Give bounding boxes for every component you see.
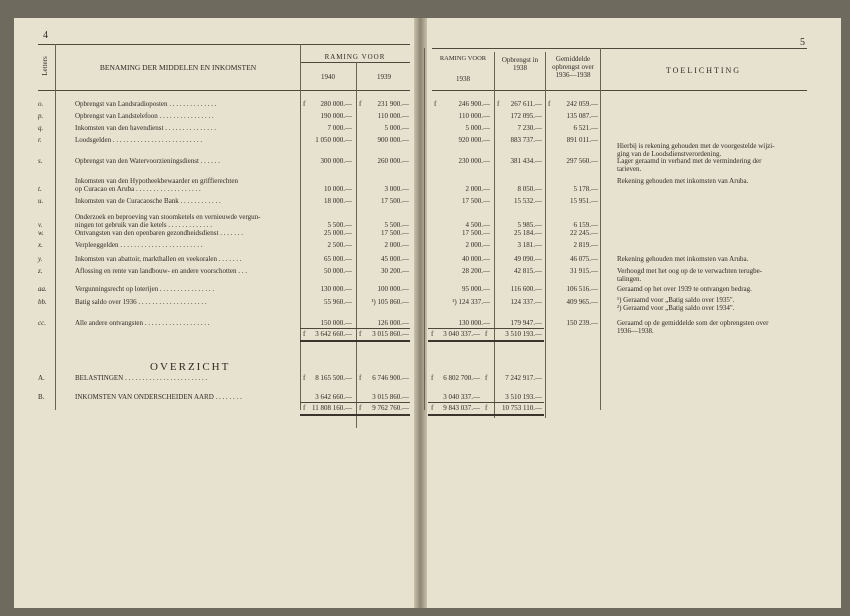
total-opbrengst: 3 510 193.— <box>505 330 542 338</box>
value-1939: 17 500.— <box>381 197 409 205</box>
row-description: Opbrengst van den Watervoorzieningsdienst . . . . . . <box>75 157 220 165</box>
value-opbrengst: 124 337.— <box>510 298 542 306</box>
toelichting-note: Hierbij is rekening gehouden met de voorgestelde wijzi- ging van de Loodsdienstverordening. <box>617 142 775 158</box>
row-description: Loodsgelden . . . . . . . . . . . . . . . . . . . . . . . . . . <box>75 136 203 144</box>
value-1940: 65 000.— <box>324 255 352 263</box>
value-1938: 28 200.— <box>462 267 490 275</box>
overzicht-total-1939: 9 762 760.— <box>372 404 409 412</box>
row-description: Vergunningsrecht op loterijen . . . . . . . . . . . . . . . . <box>75 285 215 293</box>
currency-sign: f <box>485 330 488 338</box>
value-1940: 150 000.— <box>320 319 352 327</box>
value-gemiddelde: 15 951.— <box>570 197 598 205</box>
row-letter: aa. <box>38 285 47 293</box>
currency-sign: f <box>497 100 500 108</box>
row-description: Aflossing en rente van landbouw- en andere voorschotten . . . <box>75 267 248 275</box>
value-1939: 126 000.— <box>377 319 409 327</box>
currency-sign: f <box>434 100 437 108</box>
row-description: Verpleeggelden . . . . . . . . . . . . . . . . . . . . . . . . <box>75 241 203 249</box>
value-opbrengst: 8 050.— <box>517 185 542 193</box>
value-1939: 45 000.— <box>381 255 409 263</box>
value-opbrengst: 5 985.— <box>517 221 542 229</box>
overzicht-1940: 3 642 660.— <box>315 393 352 401</box>
raming-sub-rule <box>300 62 410 63</box>
value-gemiddelde: 22 245.— <box>570 229 598 237</box>
value-1939: 5 000.— <box>384 124 409 132</box>
row-letter: cc. <box>38 319 46 327</box>
value-1938: 230 000.— <box>458 157 490 165</box>
row-letter: x. <box>38 241 43 249</box>
overzicht-1940: 8 165 500.— <box>315 374 352 382</box>
overzicht-letter: A. <box>38 374 45 382</box>
header-letters: Letters <box>41 56 49 76</box>
row-description: Batig saldo over 1936 . . . . . . . . . . . . . . . . . . . . <box>75 298 207 306</box>
currency-sign: f <box>303 404 306 412</box>
overzicht-1938: 6 802 700.— <box>443 374 480 382</box>
value-1940: 5 500.— <box>327 221 352 229</box>
currency-sign: f <box>303 100 306 108</box>
value-opbrengst: 883 737.— <box>510 136 542 144</box>
double-rule <box>300 340 410 342</box>
row-letter: v. <box>38 221 43 229</box>
value-1940: 2 500.— <box>327 241 352 249</box>
value-1940: 18 000.— <box>324 197 352 205</box>
header-bottom-rule-right <box>432 90 807 91</box>
value-opbrengst: 179 947.— <box>510 319 542 327</box>
currency-sign: f <box>431 330 434 338</box>
header-1938: 1938 <box>456 75 470 83</box>
value-opbrengst: 42 815.— <box>514 267 542 275</box>
overzicht-1939: 6 746 900.— <box>372 374 409 382</box>
total-1938: 3 040 337.— <box>443 330 480 338</box>
currency-sign: f <box>359 374 362 382</box>
row-description: Inkomsten van abattoir, markthallen en veekoralen . . . . . . . <box>75 255 242 263</box>
value-1939: 260 000.— <box>377 157 409 165</box>
value-gemiddelde: 891 011.— <box>566 136 598 144</box>
header-bottom-rule <box>38 90 410 91</box>
row-description: Inkomsten van den Hypotheekbewaarder en griffierechten op Curacao en Aruba . . . . . . . . . . . . . . . . . . . <box>75 177 238 193</box>
row-letter: w. <box>38 229 44 237</box>
header-1940: 1940 <box>321 73 335 81</box>
overzicht-total-1938: 9 843 037.— <box>443 404 480 412</box>
value-opbrengst: 25 184.— <box>514 229 542 237</box>
value-1940: 50 000.— <box>324 267 352 275</box>
value-gemiddelde: 106 516.— <box>566 285 598 293</box>
toelichting-note: Lager geraamd in verband met de vermindering der tarieven. <box>617 157 762 173</box>
overzicht-total-opbrengst: 10 753 110.— <box>502 404 542 412</box>
currency-sign: f <box>485 374 488 382</box>
value-opbrengst: 381 434.— <box>510 157 542 165</box>
overzicht-sum-rule-right <box>428 402 544 403</box>
value-gemiddelde: 6 521.— <box>573 124 598 132</box>
row-description: Inkomsten van de Curacaosche Bank . . . . . . . . . . . . <box>75 197 221 205</box>
value-1940: 300 000.— <box>320 157 352 165</box>
value-gemiddelde: 409 965.— <box>566 298 598 306</box>
currency-sign: f <box>303 330 306 338</box>
row-letter: u. <box>38 197 44 205</box>
value-gemiddelde: 6 159.— <box>573 221 598 229</box>
row-letter: y. <box>38 255 43 263</box>
header-raming-voor-right: RAMING VOOR <box>439 55 487 62</box>
header-1939: 1939 <box>377 73 391 81</box>
value-gemiddelde: 5 178.— <box>573 185 598 193</box>
value-1939: 30 200.— <box>381 267 409 275</box>
header-toelichting: TOELICHTING <box>665 66 742 75</box>
value-1939: 100 000.— <box>377 285 409 293</box>
value-gemiddelde: 150 239.— <box>566 319 598 327</box>
value-1938: ²) 124 337.— <box>452 298 490 306</box>
currency-sign: f <box>359 330 362 338</box>
value-1938: 130 000.— <box>458 319 490 327</box>
overzicht-double-rule-right <box>428 414 544 416</box>
value-1938: 246 900.— <box>458 100 490 108</box>
currency-sign: f <box>431 404 434 412</box>
overzicht-total-1940: 11 808 160.— <box>312 404 352 412</box>
column-rule-0 <box>55 44 56 410</box>
header-gemiddelde: Gemiddelde opbrengst over 1936—1938 <box>552 55 594 79</box>
overzicht-letter: B. <box>38 393 45 401</box>
value-opbrengst: 116 600.— <box>510 285 542 293</box>
currency-sign: f <box>303 374 306 382</box>
value-gemiddelde: 31 915.— <box>570 267 598 275</box>
value-opbrengst: 172 095.— <box>510 112 542 120</box>
value-1939: 3 000.— <box>384 185 409 193</box>
value-1938: 2 000.— <box>465 185 490 193</box>
currency-sign: f <box>359 100 362 108</box>
value-gemiddelde: 297 560.— <box>566 157 598 165</box>
overzicht-1938: 3 040 337.— <box>443 393 480 401</box>
toelichting-note: ¹) Geraamd voor „Batig saldo over 1935". ²) Geraamd voor „Batig saldo over 1934". <box>617 296 735 312</box>
total-1940: 3 642 660.— <box>315 330 352 338</box>
row-letter: o. <box>38 100 44 108</box>
overzicht-opbrengst: 3 510 193.— <box>505 393 542 401</box>
sum-rule <box>300 328 410 329</box>
value-1938: 4 500.— <box>465 221 490 229</box>
toelichting-note: Geraamd op het over 1939 te ontvangen bedrag. <box>617 285 752 293</box>
right-page-number: 5 <box>800 37 805 48</box>
row-letter: t. <box>38 185 42 193</box>
overzicht-description: INKOMSTEN VAN ONDERSCHEIDEN AARD . . . . . . . . <box>75 393 242 401</box>
toelichting-note: Rekening gehouden met inkomsten van Aruba. <box>617 255 749 263</box>
toelichting-note: Verhoogd met het oog op de te verwachten terugbe- talingen. <box>617 267 763 283</box>
value-1939: 17 500.— <box>381 229 409 237</box>
value-opbrengst: 49 090.— <box>514 255 542 263</box>
value-1938: 920 000.— <box>458 136 490 144</box>
toelichting-note: Rekening gehouden met inkomsten van Aruba. <box>617 177 749 185</box>
overzicht-title: OVERZICHT <box>150 361 231 373</box>
total-1939: 3 015 860.— <box>372 330 409 338</box>
row-description: Opbrengst van Landstelefoon . . . . . . . . . . . . . . . . <box>75 112 214 120</box>
value-1940: 130 000.— <box>320 285 352 293</box>
row-letter: r. <box>38 136 42 144</box>
value-1940: 25 000.— <box>324 229 352 237</box>
overzicht-description: BELASTINGEN . . . . . . . . . . . . . . . . . . . . . . . . <box>75 374 208 382</box>
header-top-rule-right <box>432 48 807 49</box>
value-gemiddelde: 135 087.— <box>566 112 598 120</box>
row-letter: z. <box>38 267 43 275</box>
value-1939: ¹) 105 860.— <box>371 298 409 306</box>
row-description: Ontvangsten van den openbaren gezondheidsdienst . . . . . . . <box>75 229 243 237</box>
value-1939: 900 000.— <box>377 136 409 144</box>
left-page-number: 4 <box>43 30 48 41</box>
value-opbrengst: 267 611.— <box>510 100 542 108</box>
value-1938: 95 000.— <box>462 285 490 293</box>
value-gemiddelde: 46 075.— <box>570 255 598 263</box>
value-1940: 1 050 000.— <box>315 136 352 144</box>
value-1939: 231 900.— <box>377 100 409 108</box>
value-1940: 10 000.— <box>324 185 352 193</box>
value-1938: 17 500.— <box>462 197 490 205</box>
value-1938: 110 000.— <box>458 112 490 120</box>
value-opbrengst: 3 181.— <box>517 241 542 249</box>
currency-sign: f <box>359 404 362 412</box>
row-letter: p. <box>38 112 44 120</box>
overzicht-sum-rule <box>300 402 410 403</box>
overzicht-double-rule <box>300 414 410 416</box>
value-1939: 110 000.— <box>377 112 409 120</box>
currency-sign: f <box>431 374 434 382</box>
value-1938: 2 000.— <box>465 241 490 249</box>
value-1939: 2 000.— <box>384 241 409 249</box>
value-1939: 5 500.— <box>384 221 409 229</box>
header-top-rule <box>38 44 410 45</box>
currency-sign: f <box>485 404 488 412</box>
currency-sign: f <box>548 100 551 108</box>
value-gemiddelde: 242 059.— <box>566 100 598 108</box>
sum-rule-right <box>428 328 544 329</box>
row-description: Inkomsten van den havendienst . . . . . . . . . . . . . . . <box>75 124 216 132</box>
value-1938: 40 000.— <box>462 255 490 263</box>
row-description: Opbrengst van Landsradioposten . . . . . . . . . . . . . . <box>75 100 217 108</box>
row-letter: s. <box>38 157 43 165</box>
row-letter: q. <box>38 124 44 132</box>
value-1940: 190 000.— <box>320 112 352 120</box>
value-1940: 280 000.— <box>320 100 352 108</box>
value-opbrengst: 15 532.— <box>514 197 542 205</box>
value-1938: 17 500.— <box>462 229 490 237</box>
value-1940: 7 000.— <box>327 124 352 132</box>
value-1938: 5 000.— <box>465 124 490 132</box>
row-letter: bb. <box>38 298 47 306</box>
overzicht-opbrengst: 7 242 917.— <box>505 374 542 382</box>
value-1940: 55 960.— <box>324 298 352 306</box>
row-description: Onderzoek en beproeving van stoomketels en vernieuwde vergun- ningen tot gebruik van die ketels . . . . . . . . . . . . . <box>75 213 261 229</box>
value-opbrengst: 7 230.— <box>517 124 542 132</box>
toelichting-note: Geraamd op de gemiddelde som der opbrengsten over 1936—1938. <box>617 319 769 335</box>
header-raming-voor: RAMING VOOR <box>324 53 386 61</box>
overzicht-1939: 3 015 860.— <box>372 393 409 401</box>
row-description: Alle andere ontvangsten . . . . . . . . . . . . . . . . . . . <box>75 319 210 327</box>
header-opbrengst: Opbrengst in 1938 <box>501 56 539 72</box>
header-benaming: BENAMING DER MIDDELEN EN INKOMSTEN <box>99 63 257 72</box>
value-gemiddelde: 2 819.— <box>573 241 598 249</box>
double-rule-right <box>428 340 544 342</box>
column-rule-toel <box>600 48 601 410</box>
